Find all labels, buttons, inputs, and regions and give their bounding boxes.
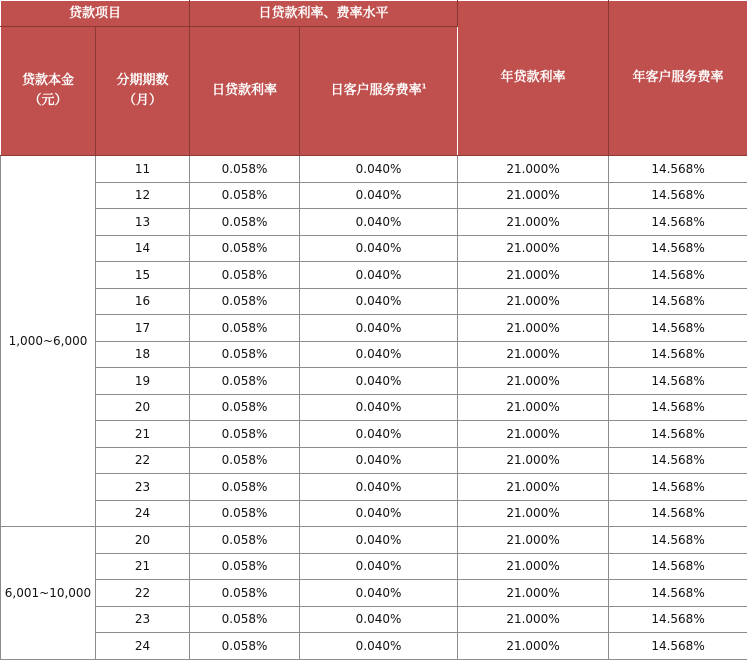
annual-fee-cell: 14.568%: [609, 262, 747, 289]
annual-rate-cell: 21.000%: [458, 447, 609, 474]
daily-fee-cell: 0.040%: [300, 262, 458, 289]
annual-rate-cell: 21.000%: [458, 580, 609, 607]
annual-rate-cell: 21.000%: [458, 341, 609, 368]
annual-fee-cell: 14.568%: [609, 288, 747, 315]
daily-fee-cell: 0.040%: [300, 447, 458, 474]
period-header-line1: 分期期数: [116, 73, 169, 88]
table-row: [1, 447, 747, 474]
table-row: [1, 368, 747, 395]
daily-rate-cell: 0.058%: [190, 182, 300, 209]
daily-fee-cell: 0.040%: [300, 580, 458, 607]
period-cell: 20: [96, 394, 190, 421]
period-cell: 20: [96, 527, 190, 554]
table-body: [1, 156, 747, 660]
period-header: [96, 27, 190, 156]
annual-fee-cell: 14.568%: [609, 553, 747, 580]
annual-fee-cell: 14.568%: [609, 500, 747, 527]
annual-rate-cell: 21.000%: [458, 235, 609, 262]
annual-rate-header: 年贷款利率: [458, 1, 609, 156]
daily-fee-cell: 0.040%: [300, 288, 458, 315]
table-row: [1, 580, 747, 607]
period-cell: 19: [96, 368, 190, 395]
table-row: [1, 182, 747, 209]
loan-amount-cell: 6,001~10,000: [1, 527, 96, 660]
daily-rate-cell: 0.058%: [190, 527, 300, 554]
daily-rate-cell: 0.058%: [190, 421, 300, 448]
annual-rate-cell: 21.000%: [458, 606, 609, 633]
table-row: [1, 235, 747, 262]
daily-fee-cell: 0.040%: [300, 368, 458, 395]
daily-rate-group-header: 日贷款利率、费率水平: [190, 1, 458, 27]
period-cell: 13: [96, 209, 190, 236]
annual-fee-cell: 14.568%: [609, 394, 747, 421]
annual-fee-cell: 14.568%: [609, 315, 747, 342]
daily-rate-cell: 0.058%: [190, 341, 300, 368]
daily-rate-cell: 0.058%: [190, 580, 300, 607]
daily-fee-cell: 0.040%: [300, 394, 458, 421]
header-row-top: [1, 1, 747, 27]
annual-rate-cell: 21.000%: [458, 421, 609, 448]
period-cell: 17: [96, 315, 190, 342]
table-row: [1, 527, 747, 554]
table-row: [1, 315, 747, 342]
daily-rate-cell: 0.058%: [190, 553, 300, 580]
annual-fee-cell: 14.568%: [609, 235, 747, 262]
table-row: [1, 156, 747, 183]
daily-rate-cell: 0.058%: [190, 394, 300, 421]
annual-fee-cell: 14.568%: [609, 580, 747, 607]
period-cell: 14: [96, 235, 190, 262]
daily-fee-cell: 0.040%: [300, 341, 458, 368]
daily-rate-cell: 0.058%: [190, 368, 300, 395]
daily-rate-cell: 0.058%: [190, 500, 300, 527]
period-cell: 22: [96, 447, 190, 474]
table-row: [1, 288, 747, 315]
principal-header-line2: （元）: [28, 93, 68, 108]
annual-rate-cell: 21.000%: [458, 156, 609, 183]
annual-fee-cell: 14.568%: [609, 209, 747, 236]
table-row: [1, 606, 747, 633]
annual-fee-cell: 14.568%: [609, 156, 747, 183]
daily-rate-cell: 0.058%: [190, 606, 300, 633]
table-row: [1, 341, 747, 368]
period-cell: 24: [96, 500, 190, 527]
daily-fee-cell: 0.040%: [300, 182, 458, 209]
period-cell: 23: [96, 474, 190, 501]
annual-fee-cell: 14.568%: [609, 606, 747, 633]
daily-fee-cell: 0.040%: [300, 500, 458, 527]
annual-fee-cell: 14.568%: [609, 527, 747, 554]
table-row: [1, 262, 747, 289]
daily-rate-cell: 0.058%: [190, 235, 300, 262]
table-row: [1, 474, 747, 501]
annual-rate-cell: 21.000%: [458, 394, 609, 421]
period-cell: 21: [96, 553, 190, 580]
annual-rate-cell: 21.000%: [458, 315, 609, 342]
period-cell: 15: [96, 262, 190, 289]
annual-rate-cell: 21.000%: [458, 527, 609, 554]
period-cell: 12: [96, 182, 190, 209]
period-header-line2: （月）: [123, 93, 163, 108]
daily-rate-cell: 0.058%: [190, 633, 300, 660]
period-cell: 11: [96, 156, 190, 183]
daily-fee-cell: 0.040%: [300, 633, 458, 660]
daily-rate-cell: 0.058%: [190, 447, 300, 474]
daily-fee-cell: 0.040%: [300, 209, 458, 236]
table-row: [1, 500, 747, 527]
daily-fee-cell: 0.040%: [300, 606, 458, 633]
period-cell: 16: [96, 288, 190, 315]
daily-fee-cell: 0.040%: [300, 553, 458, 580]
annual-fee-header: 年客户服务费率: [609, 1, 747, 156]
daily-fee-cell: 0.040%: [300, 156, 458, 183]
table-row: [1, 421, 747, 448]
footnote-marker: 1: [421, 82, 427, 91]
period-cell: 22: [96, 580, 190, 607]
annual-rate-cell: 21.000%: [458, 633, 609, 660]
daily-fee-cell: 0.040%: [300, 474, 458, 501]
daily-fee-cell: 0.040%: [300, 315, 458, 342]
daily-rate-cell: 0.058%: [190, 262, 300, 289]
annual-rate-cell: 21.000%: [458, 553, 609, 580]
period-cell: 24: [96, 633, 190, 660]
annual-fee-cell: 14.568%: [609, 368, 747, 395]
daily-fee-cell: 0.040%: [300, 235, 458, 262]
table-row: [1, 633, 747, 660]
principal-header-line1: 贷款本金: [21, 73, 74, 88]
daily-rate-header: 日贷款利率: [190, 27, 300, 156]
annual-rate-cell: 21.000%: [458, 474, 609, 501]
daily-fee-header-label: 日客户服务费率: [330, 83, 422, 98]
annual-fee-cell: 14.568%: [609, 474, 747, 501]
principal-header: [1, 27, 96, 156]
annual-fee-cell: 14.568%: [609, 182, 747, 209]
table-row: [1, 209, 747, 236]
daily-rate-cell: 0.058%: [190, 315, 300, 342]
loan-amount-cell: 1,000~6,000: [1, 156, 96, 527]
annual-fee-cell: 14.568%: [609, 633, 747, 660]
daily-fee-cell: 0.040%: [300, 527, 458, 554]
table-row: [1, 553, 747, 580]
table-row: [1, 394, 747, 421]
daily-rate-cell: 0.058%: [190, 209, 300, 236]
loan-item-header: 贷款项目: [1, 1, 190, 27]
annual-rate-cell: 21.000%: [458, 288, 609, 315]
period-cell: 18: [96, 341, 190, 368]
annual-fee-cell: 14.568%: [609, 421, 747, 448]
annual-fee-cell: 14.568%: [609, 447, 747, 474]
annual-rate-cell: 21.000%: [458, 209, 609, 236]
daily-rate-cell: 0.058%: [190, 288, 300, 315]
daily-fee-header: [300, 27, 458, 156]
annual-rate-cell: 21.000%: [458, 262, 609, 289]
daily-rate-cell: 0.058%: [190, 156, 300, 183]
annual-rate-cell: 21.000%: [458, 368, 609, 395]
annual-fee-cell: 14.568%: [609, 341, 747, 368]
daily-fee-cell: 0.040%: [300, 421, 458, 448]
table-header: [1, 1, 747, 156]
annual-rate-cell: 21.000%: [458, 500, 609, 527]
daily-rate-cell: 0.058%: [190, 474, 300, 501]
period-cell: 21: [96, 421, 190, 448]
period-cell: 23: [96, 606, 190, 633]
annual-rate-cell: 21.000%: [458, 182, 609, 209]
